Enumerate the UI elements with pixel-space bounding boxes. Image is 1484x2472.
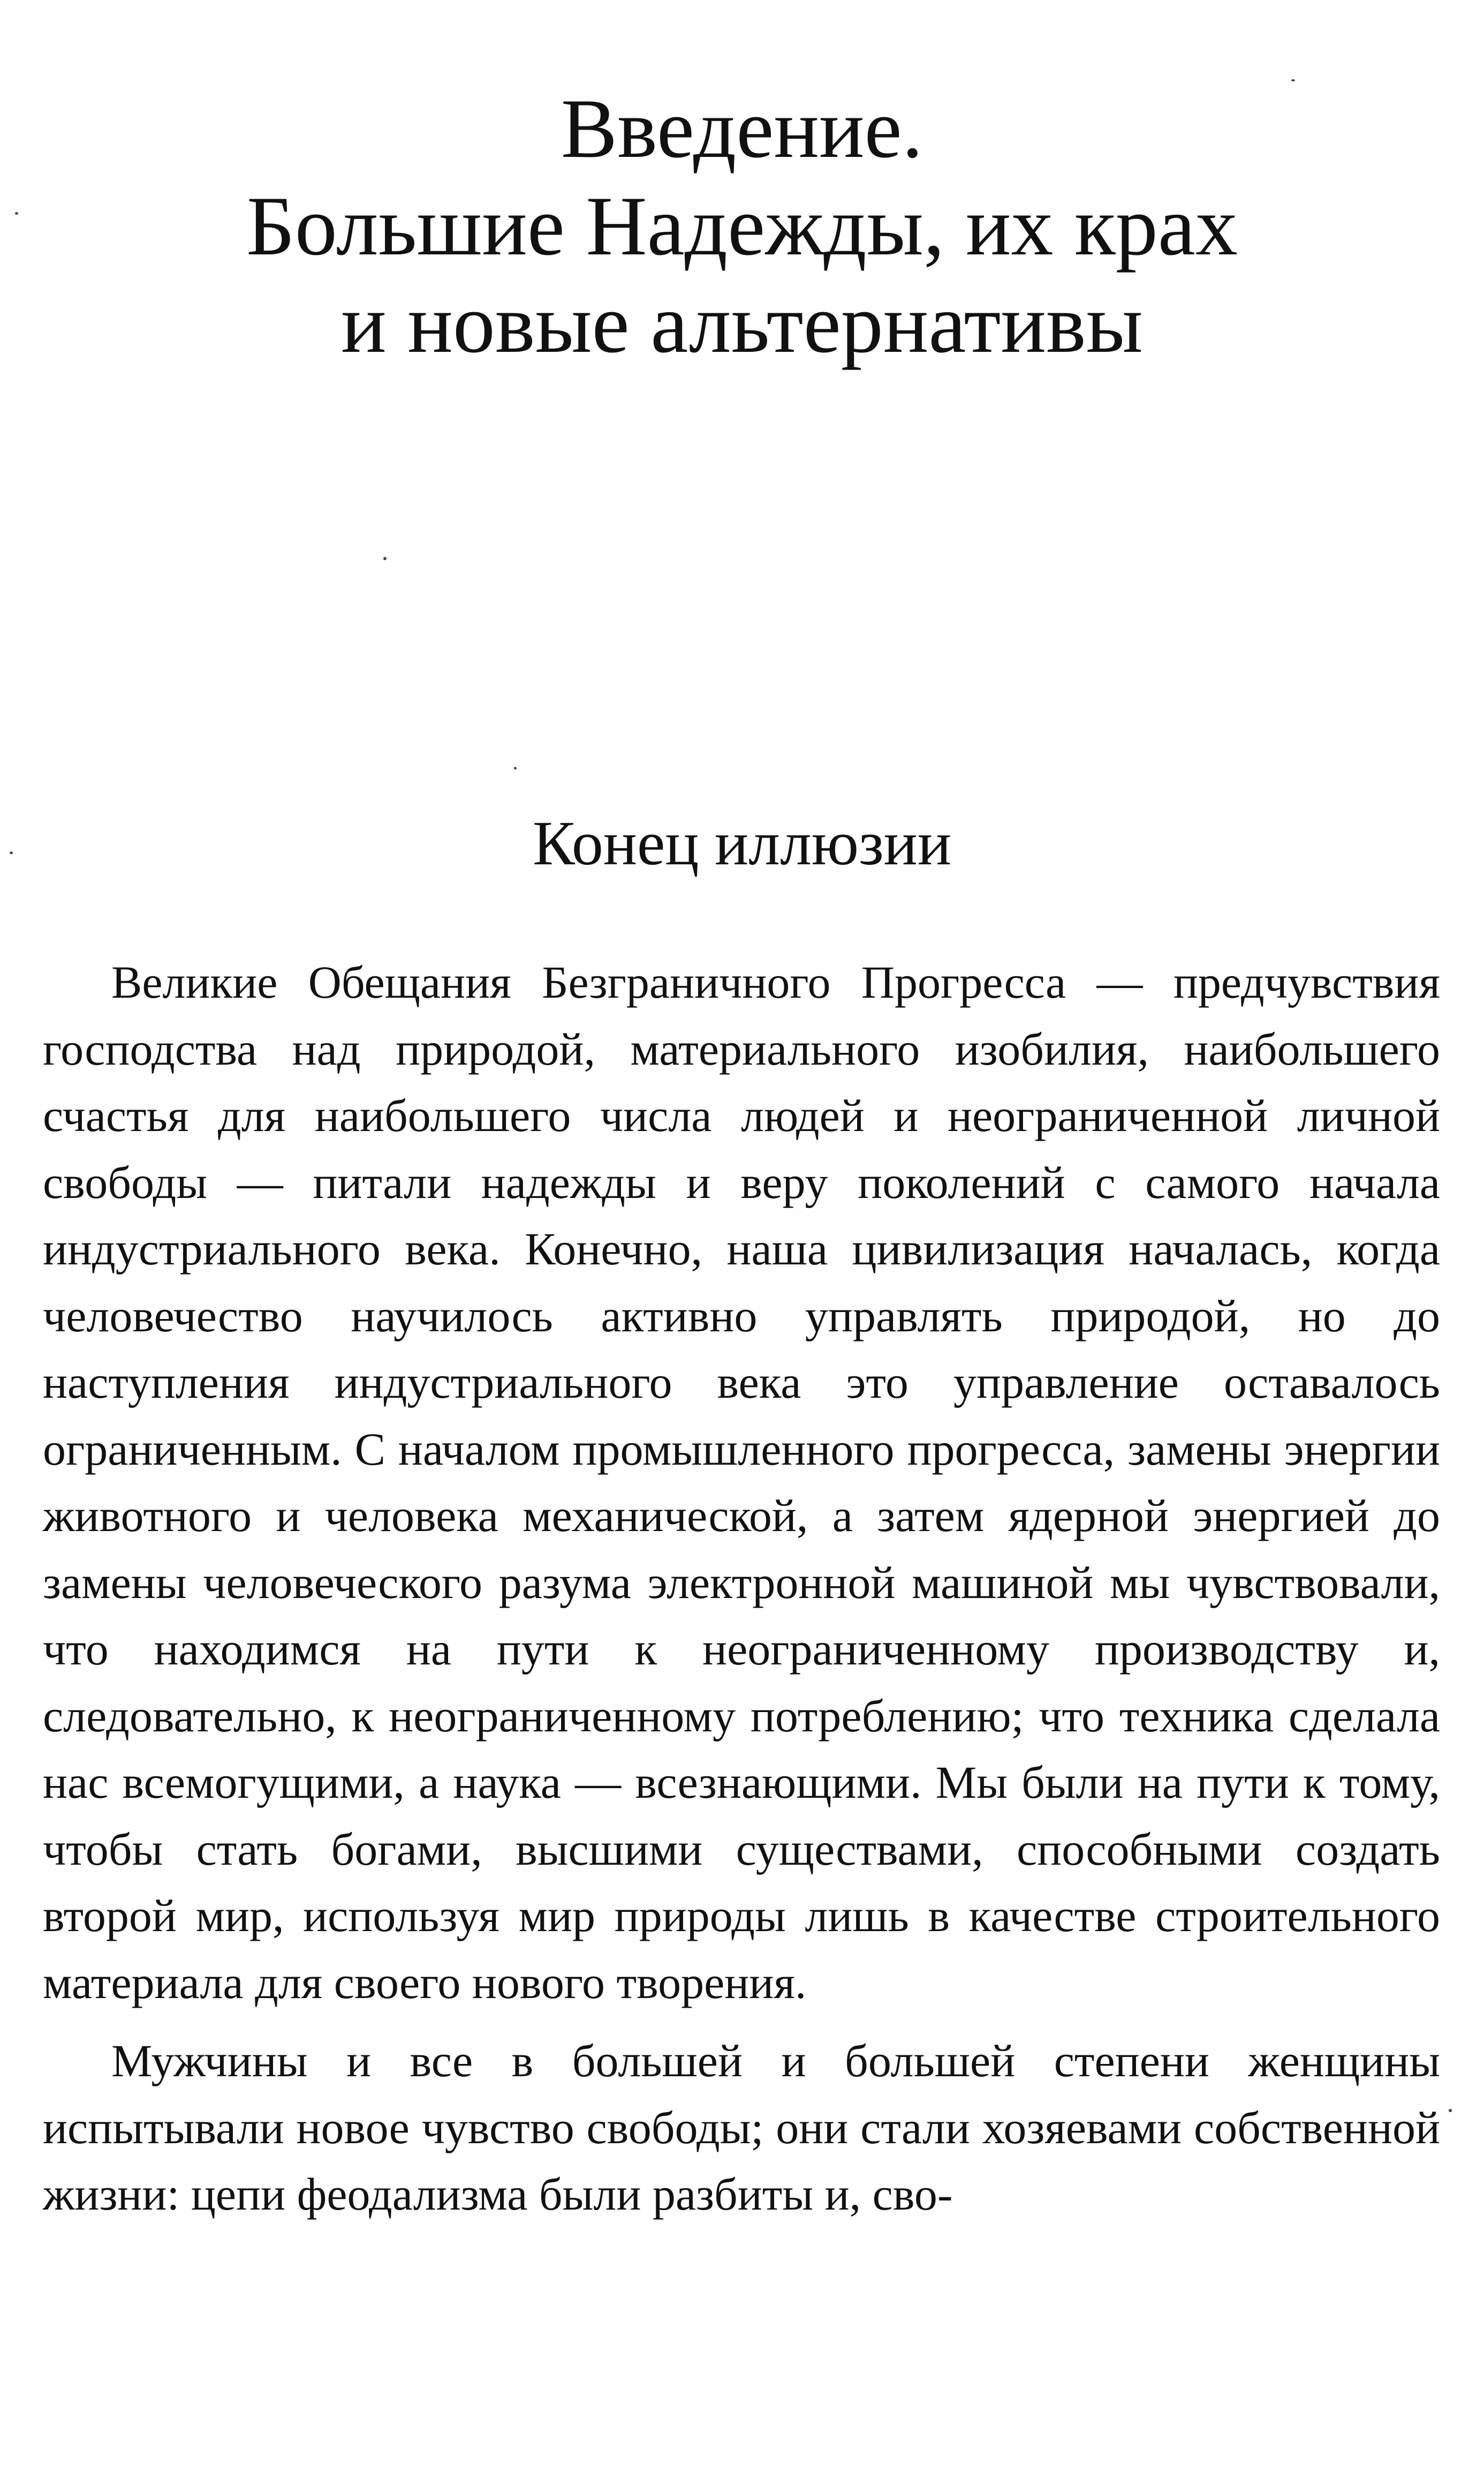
chapter-title-line-2: Большие Надежды, их крах — [246, 179, 1238, 273]
chapter-title — [0, 80, 1484, 373]
body-text — [43, 949, 1440, 2240]
chapter-title-line-1: Введение. — [561, 82, 923, 176]
paragraph-2: Мужчины и все в большей и большей степени женщины испытывали новое чувство свободы; они стали хозяевами собственной жизни: цепи феодализма были разбиты и, сво- — [43, 2035, 1440, 2220]
scan-speck — [15, 212, 18, 215]
chapter-title-line-3: и новые альтернативы — [341, 277, 1143, 371]
scan-speck — [1291, 79, 1295, 81]
section-title: Конец иллюзии — [533, 808, 951, 878]
scan-speck — [1449, 2109, 1452, 2112]
scan-speck — [514, 767, 517, 770]
scan-speck — [10, 851, 13, 854]
scan-speck — [383, 557, 387, 560]
paragraph-1: Великие Обещания Безграничного Прогресса — предчувствия господства над природой, материального изобилия, наибольшего счастья для наибольшего числа людей и неограниченной личной свободы — питали надежды и веру поколений с самого начала индустриального века. Конечно, наша цивилизация началась, когда человечество научилось активно управлять природой, но до наступления индустриального века это управление оставалось ограниченным. С началом промышленного прогресса, замены энергии животного и человека механической, а затем ядерной энергией до замены человеческого разума электронной машиной мы чувствовали, что находимся на пути к неограниченному производству и, следовательно, к неограниченному потреблению; что техника сделала нас всемогущими, а наука — всезнающими. Мы были на пути к тому, чтобы стать богами, высшими существами, способными создать второй мир, используя мир природы лишь в качестве строительного материала для своего нового творения. — [43, 956, 1440, 2008]
